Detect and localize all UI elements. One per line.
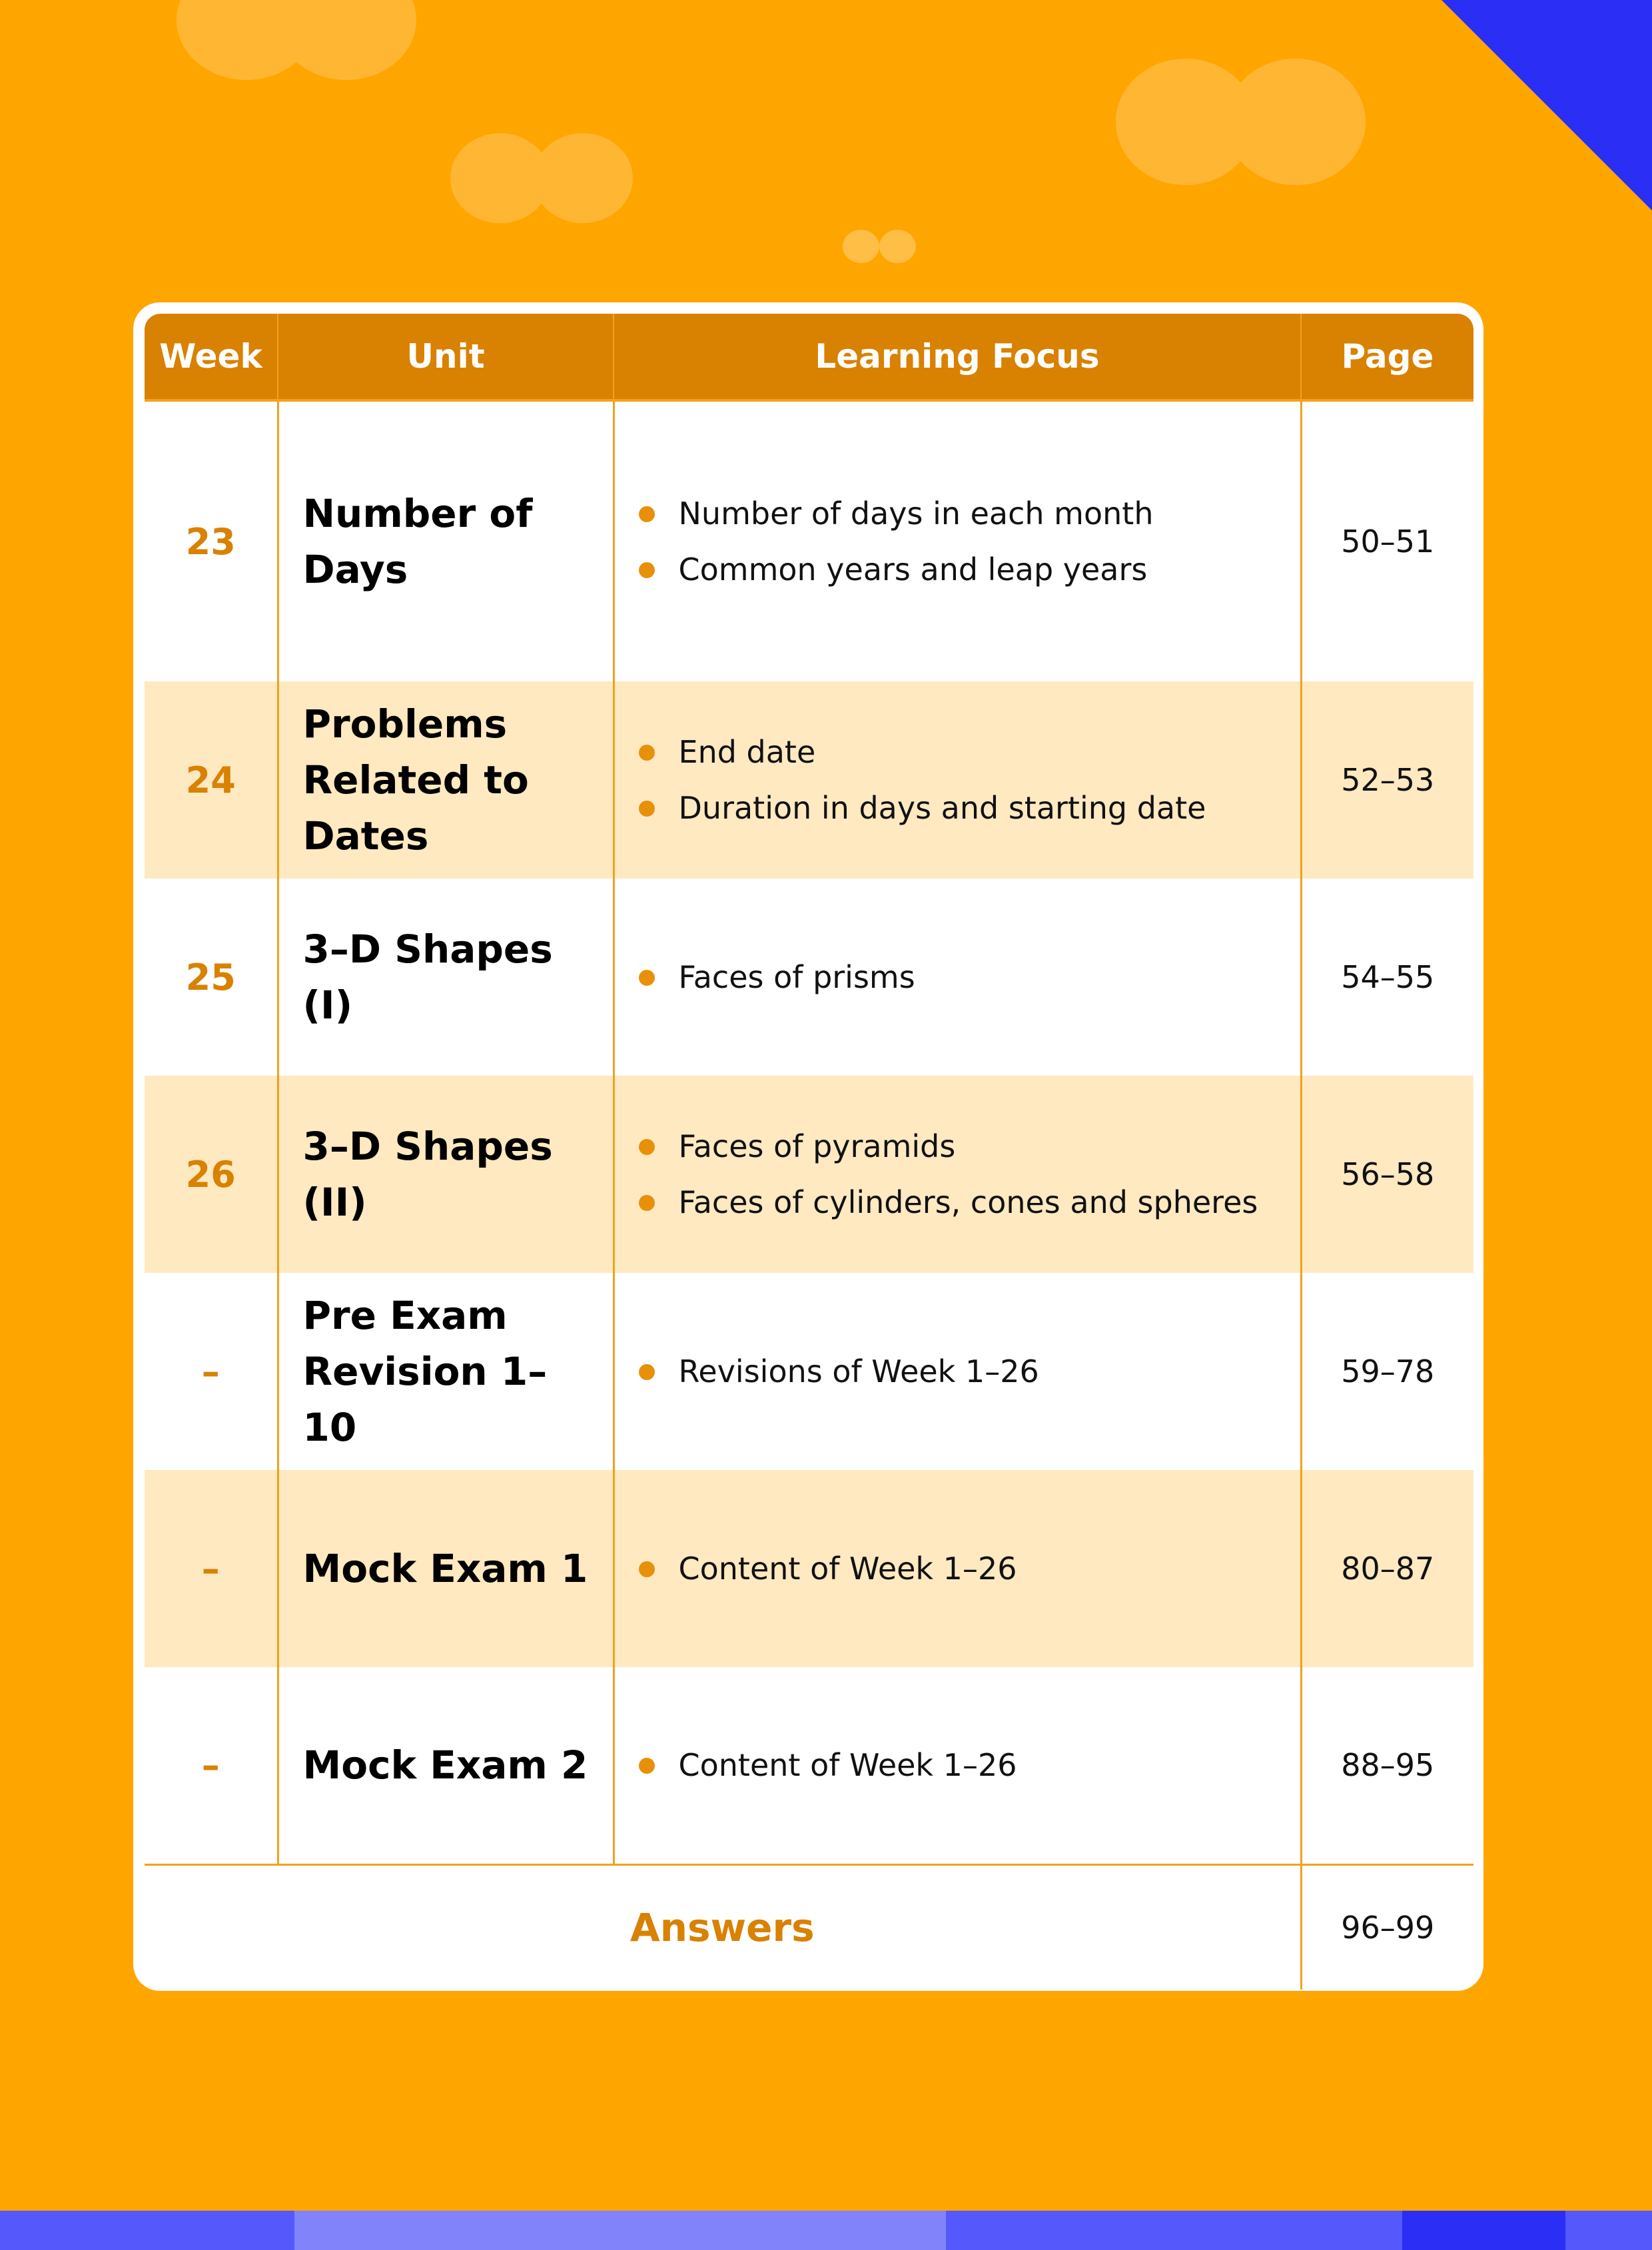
week-cell: –	[201, 1744, 220, 1786]
page-column-header: Page	[1301, 314, 1473, 400]
focus-cell	[614, 879, 1301, 1076]
focus-item: Faces of pyramids	[639, 1118, 1300, 1174]
corner-triangle	[1442, 0, 1652, 210]
page-cell: 52–53	[1301, 681, 1473, 879]
schedule-table	[145, 314, 1473, 1990]
schedule-card	[133, 302, 1483, 1991]
focus-column-header: Learning Focus	[614, 314, 1301, 400]
table-row	[145, 681, 1473, 879]
unit-cell: Mock Exam 2	[278, 1667, 614, 1864]
focus-item: Revisions of Week 1–26	[639, 1343, 1300, 1399]
table-row	[145, 1273, 1473, 1470]
answers-label: Answers	[145, 1864, 1301, 1990]
week-cell: 24	[145, 681, 278, 879]
footer-bar-segment	[1565, 2211, 1652, 2250]
week-cell: –	[201, 1350, 220, 1393]
decorative-cloud	[533, 133, 633, 223]
unit-column-header: Unit	[278, 314, 614, 400]
unit-cell: Mock Exam 1	[278, 1470, 614, 1667]
answers-row	[145, 1864, 1473, 1990]
week-cell: –	[145, 1470, 278, 1667]
unit-cell: 3–D Shapes (II)	[278, 1076, 614, 1273]
footer-bar-segment	[294, 2211, 946, 2250]
focus-item: Duration in days and starting date	[639, 780, 1300, 836]
focus-item: Faces of prisms	[639, 949, 1300, 1005]
answers-page-cell: 96–99	[1301, 1864, 1473, 1990]
week-column-header: Week	[145, 314, 278, 400]
page-cell: 54–55	[1301, 879, 1473, 1076]
focus-item: Faces of cylinders, cones and spheres	[639, 1174, 1300, 1230]
table-row	[145, 879, 1473, 1076]
unit-cell: Number of Days	[278, 400, 614, 681]
decorative-cloud	[879, 230, 916, 263]
focus-cell	[614, 1273, 1301, 1470]
decorative-cloud	[276, 0, 416, 80]
focus-item: Content of Week 1–26	[639, 1541, 1300, 1597]
focus-item: Common years and leap years	[639, 542, 1300, 597]
table-header-row	[145, 314, 1473, 400]
decorative-cloud	[843, 230, 879, 263]
week-cell: 23	[185, 520, 236, 563]
footer-bar-segment	[0, 2211, 294, 2250]
focus-item: End date	[639, 724, 1300, 780]
page-cell: 80–87	[1301, 1470, 1473, 1667]
page-cell: 56–58	[1301, 1076, 1473, 1273]
focus-cell	[614, 681, 1301, 879]
footer-bar-segment	[946, 2211, 1402, 2250]
page-cell: 88–95	[1301, 1667, 1473, 1864]
page-cell: 59–78	[1301, 1273, 1473, 1470]
week-cell: 25	[185, 956, 236, 998]
decorative-cloud	[1226, 59, 1366, 185]
page-cell: 50–51	[1301, 400, 1473, 681]
focus-cell	[614, 1470, 1301, 1667]
unit-cell: Problems Related to Dates	[278, 681, 614, 879]
table-row	[145, 400, 1473, 681]
focus-cell	[614, 1667, 1301, 1864]
table-row	[145, 1667, 1473, 1864]
unit-cell: Pre Exam Revision 1–10	[278, 1273, 614, 1470]
week-cell: 26	[145, 1076, 278, 1273]
focus-cell	[614, 1076, 1301, 1273]
table-row	[145, 1470, 1473, 1667]
unit-cell: 3–D Shapes (I)	[278, 879, 614, 1076]
focus-cell	[614, 400, 1301, 681]
focus-item: Content of Week 1–26	[639, 1737, 1300, 1793]
table-row	[145, 1076, 1473, 1273]
focus-item: Number of days in each month	[639, 486, 1300, 542]
footer-bar-segment	[1402, 2211, 1565, 2250]
